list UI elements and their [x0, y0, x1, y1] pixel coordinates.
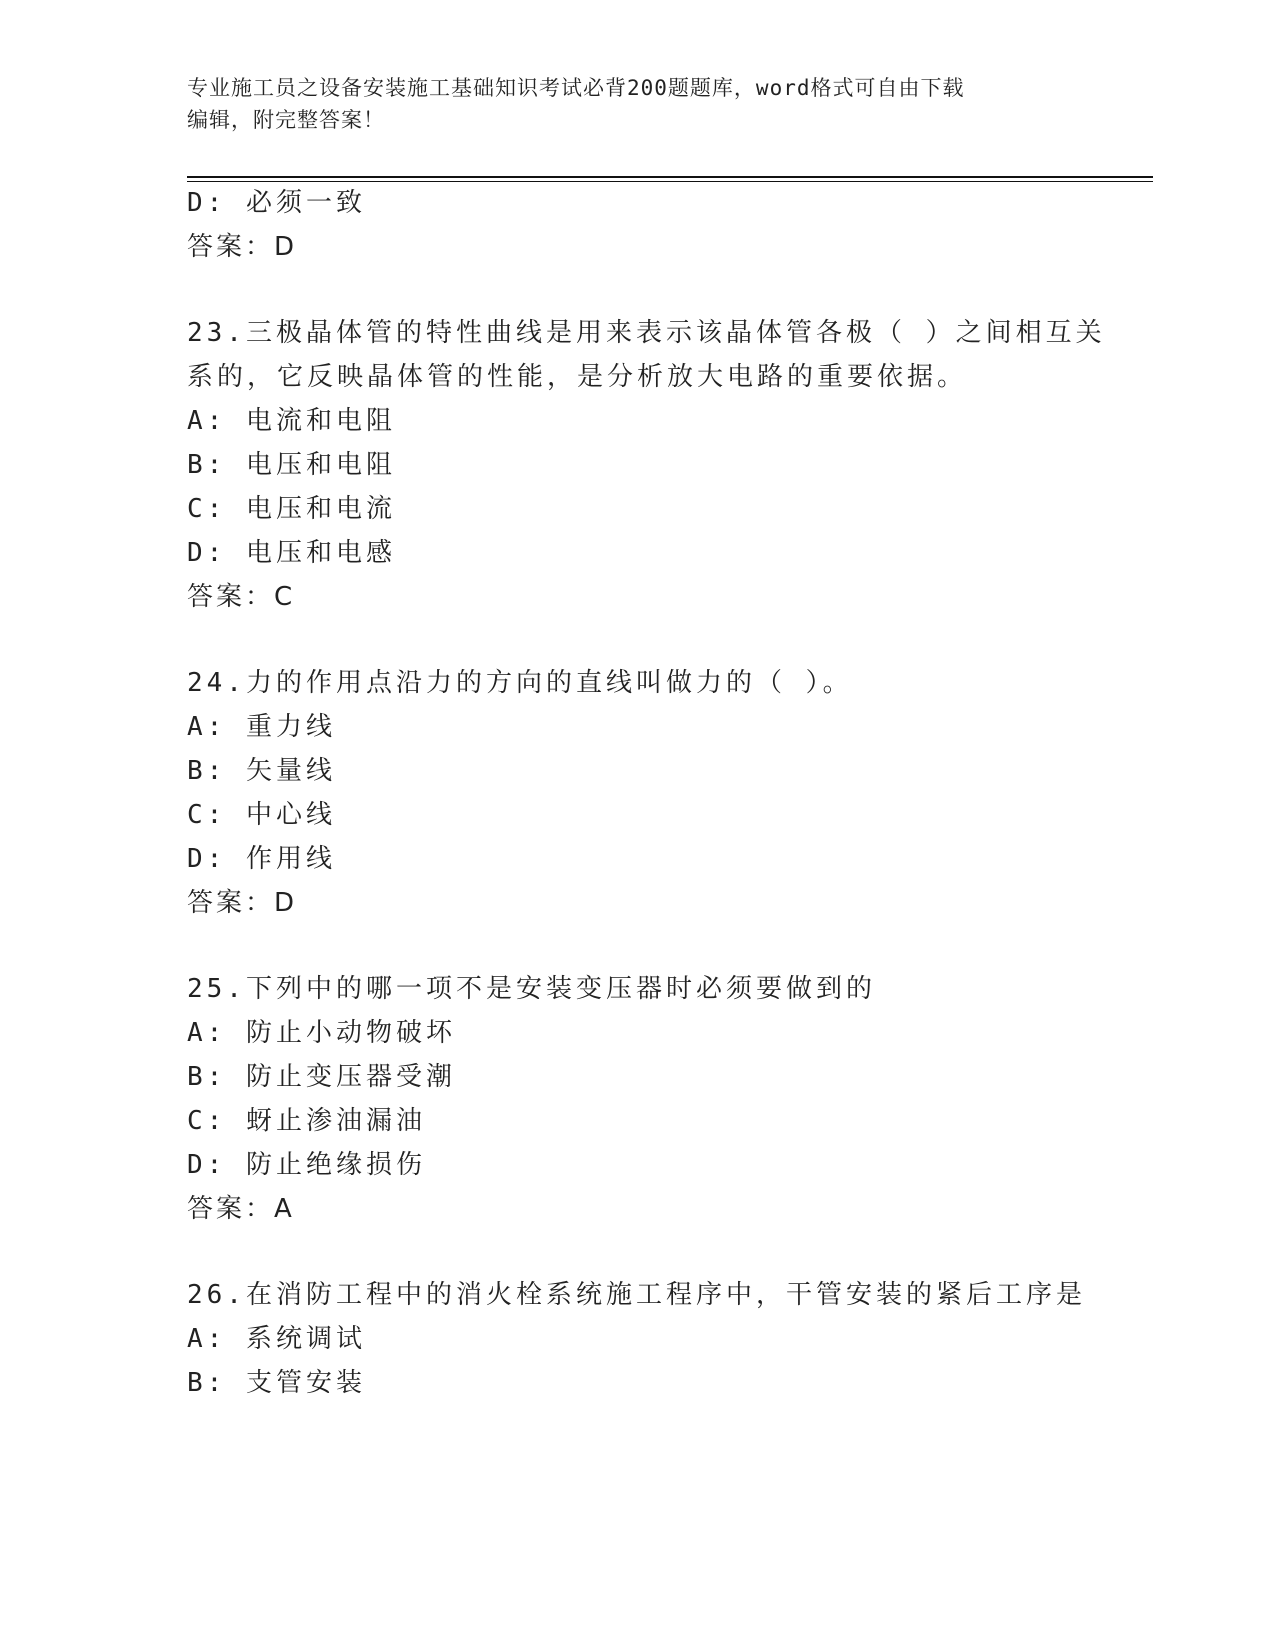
q26-stem: 26.在消防工程中的消火栓系统施工程序中，干管安装的紧后工序是 — [187, 1280, 1086, 1310]
q23-option-c: C: 电压和电流 — [187, 494, 396, 524]
document-header — [187, 72, 1087, 136]
q25-option-c: C: 蚜止渗油漏油 — [187, 1106, 426, 1136]
prev-option-d: D: 必须一致 — [187, 188, 366, 218]
header-line-2: 编辑，附完整答案！ — [187, 108, 385, 132]
q23-stem-line-1: 23.三极晶体管的特性曲线是用来表示该晶体管各极（ ）之间相互关 — [187, 318, 1106, 348]
prev-answer: 答案：D — [187, 232, 298, 262]
q23-option-a: A: 电流和电阻 — [187, 406, 396, 436]
q26-option-a: A: 系统调试 — [187, 1324, 366, 1354]
header-divider-thick — [187, 176, 1153, 178]
q25-option-d: D: 防止绝缘损伤 — [187, 1150, 426, 1180]
q26-option-b: B: 支管安装 — [187, 1368, 366, 1398]
header-divider-thin — [187, 181, 1153, 182]
q24-option-c: C: 中心线 — [187, 800, 336, 830]
q25-stem: 25.下列中的哪一项不是安装变压器时必须要做到的 — [187, 974, 876, 1004]
q23-option-d: D: 电压和电感 — [187, 538, 396, 568]
q23-stem-line-2: 系的，它反映晶体管的性能，是分析放大电路的重要依据。 — [187, 362, 968, 392]
q24-stem: 24.力的作用点沿力的方向的直线叫做力的（ ）。 — [187, 668, 853, 698]
q25-option-b: B: 防止变压器受潮 — [187, 1062, 456, 1092]
q24-option-b: B: 矢量线 — [187, 756, 336, 786]
header-line-1: 专业施工员之设备安装施工基础知识考试必背200题题库，word格式可自由下载 — [187, 76, 965, 100]
q23-option-b: B: 电压和电阻 — [187, 450, 396, 480]
q24-option-d: D: 作用线 — [187, 844, 336, 874]
q24-option-a: A: 重力线 — [187, 712, 336, 742]
q25-option-a: A: 防止小动物破坏 — [187, 1018, 456, 1048]
q25-answer: 答案：A — [187, 1194, 295, 1224]
q24-answer: 答案：D — [187, 888, 298, 918]
q23-answer: 答案：C — [187, 582, 296, 612]
